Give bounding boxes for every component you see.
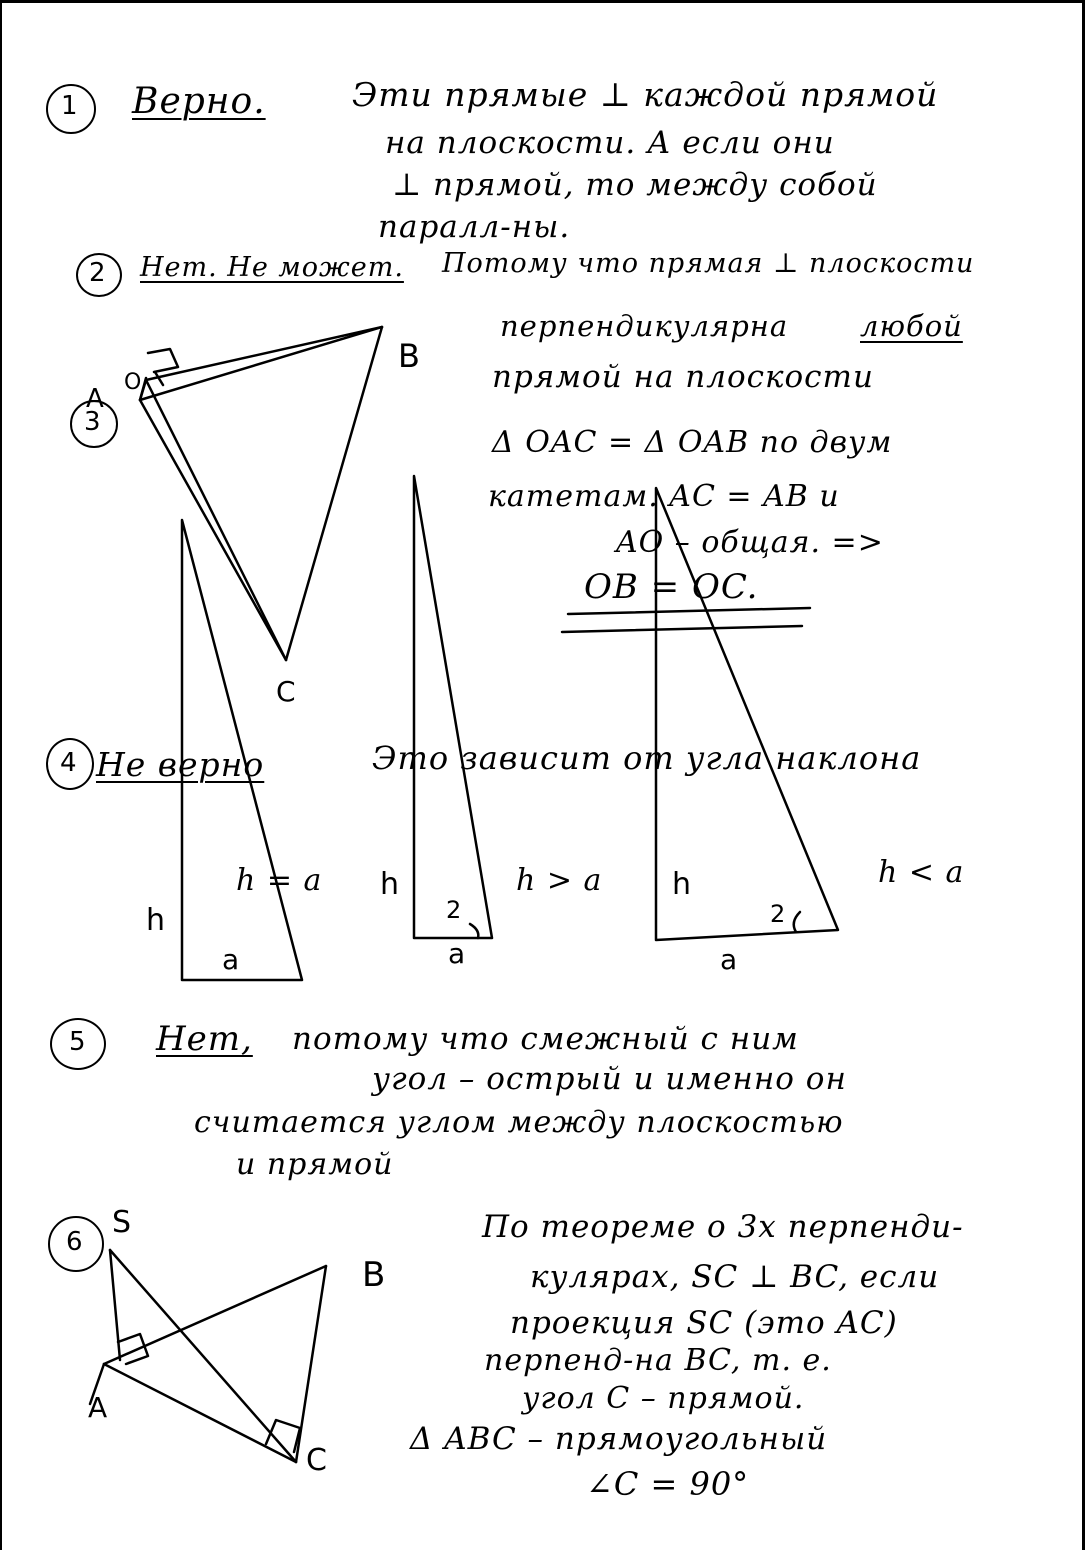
item-4-t3-angle: 2	[770, 900, 786, 928]
item-6-line-4: перпенд-на BC, т. е.	[484, 1343, 832, 1378]
item-4-number: 4	[60, 748, 77, 778]
item-6-right-angle-mark-A	[118, 1334, 148, 1364]
item-4-t2-relation: h > a	[516, 863, 603, 898]
item-5-number: 5	[69, 1027, 86, 1057]
item-3-number: 3	[84, 407, 101, 437]
item-4-t2-angle: 2	[446, 896, 462, 924]
item-1-number: 1	[61, 91, 78, 121]
item-3-label-B: B	[398, 337, 420, 375]
item-4-t3-base: a	[720, 943, 738, 976]
item-3-line-4: OB = OC.	[584, 567, 759, 607]
item-2-line-1: Потому что прямая ⊥ плоскости	[442, 248, 975, 279]
item-3-label-O: O	[124, 370, 142, 395]
item-1-line-2: на плоскости. А если они	[385, 125, 835, 161]
item-6-label-A: A	[88, 1391, 108, 1424]
item-3-line-3: AO – общая. =>	[616, 525, 884, 560]
item-5-line-4: и прямой	[236, 1147, 394, 1182]
item-4-t2-base: a	[448, 937, 466, 970]
item-6-label-B: B	[362, 1255, 386, 1295]
item-6-line-3: проекция SC (это AC)	[510, 1305, 898, 1341]
item-4-t2-h: h	[380, 867, 400, 902]
item-3-label-C: C	[276, 675, 296, 708]
item-5-answer: Нет,	[156, 1019, 253, 1059]
item-5-line-2: угол – острый и именно он	[372, 1061, 847, 1097]
item-4-t1-base: a	[222, 943, 240, 976]
item-2-number: 2	[89, 258, 106, 288]
item-6-line-5: угол C – прямой.	[522, 1381, 805, 1416]
item-2-line-2: перпендикулярна	[500, 309, 789, 343]
item-6-label-S: S	[112, 1205, 132, 1240]
item-6-label-C: C	[306, 1443, 327, 1478]
item-2-answer: Нет. Не может.	[140, 252, 404, 283]
item-1-line-1: Эти прямые ⊥ каждой прямой	[352, 75, 939, 114]
item-4-line-1: Это зависит от угла наклона	[372, 739, 922, 777]
item-2-line-2-emphasis: любой	[860, 309, 963, 343]
item-6-edge-BC	[296, 1266, 326, 1462]
item-1-answer: Верно.	[132, 81, 266, 122]
item-5-line-1: потому что смежный с ним	[292, 1021, 799, 1057]
item-3-line-1: Δ OAC = Δ OAB по двум	[492, 425, 893, 460]
item-3-line-2: катетам. AC = AB и	[488, 479, 840, 514]
item-1-line-4: паралл-ны.	[378, 209, 571, 245]
item-4-answer: Не верно	[96, 745, 265, 784]
item-6-number: 6	[66, 1227, 83, 1257]
item-6-edge-AC	[104, 1364, 296, 1462]
item-6-line-6: Δ ABC – прямоугольный	[410, 1421, 828, 1457]
item-2-line-3: прямой на плоскости	[492, 359, 874, 395]
item-5-line-3: считается углом между плоскостью	[194, 1105, 844, 1140]
item-6-line-2: кулярах, SC ⊥ BC, если	[530, 1259, 940, 1295]
item-6-line-7: ∠C = 90°	[586, 1465, 750, 1503]
item-3-label-A: A	[86, 384, 104, 414]
item-1-line-3: ⊥ прямой, то между собой	[392, 167, 878, 203]
item-4-t1-h: h	[146, 903, 166, 938]
item-4-t1-relation: h = a	[236, 863, 323, 898]
item-6-edge-SA	[110, 1250, 120, 1360]
item-6-edge-SC	[110, 1250, 296, 1462]
item-4-t3-relation: h < a	[878, 855, 965, 890]
item-6-line-1: По теореме о 3х перпенди-	[482, 1209, 964, 1245]
item-4-t3-h: h	[672, 867, 692, 902]
